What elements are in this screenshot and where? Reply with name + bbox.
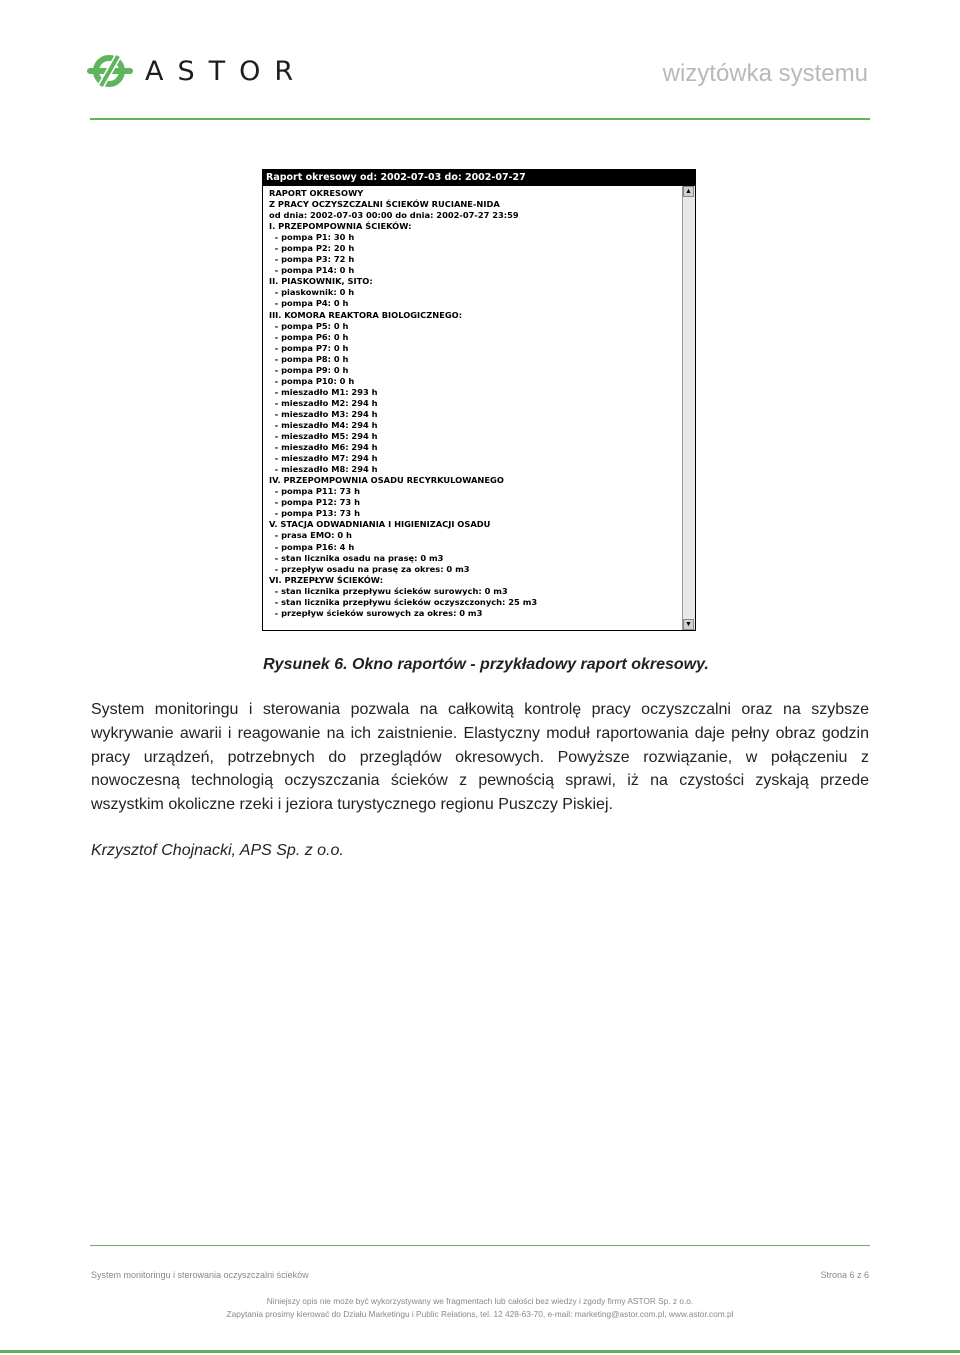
report-line: V. STACJA ODWADNIANIA I HIGIENIZACJI OSADU (269, 519, 491, 530)
footer-divider (90, 1245, 870, 1246)
figure-caption: Rysunek 6. Okno raportów - przykładowy raport okresowy. (263, 656, 709, 673)
report-line: - pompa P1: 30 h (269, 232, 355, 243)
report-line: - mieszadło M8: 294 h (269, 464, 378, 475)
report-line: IV. PRZEPOMPOWNIA OSADU RECYRKULOWANEGO (269, 475, 504, 486)
report-line: - pompa P12: 73 h (269, 497, 360, 508)
footer-doc-title: System monitoringu i sterowania oczyszczalni ścieków (91, 1270, 309, 1280)
report-lines (263, 186, 683, 619)
report-line: - przepływ osadu na prasę za okres: 0 m3 (269, 563, 470, 574)
body-paragraph: System monitoringu i sterowania pozwala na całkowitą kontrolę pracy oczyszczalni oraz na szybsze wykrywanie awarii i reagowanie na ich zaistnienie. Elastyczny moduł raportowania daje pełny obraz godzin pracy urządzeń, potrzebnych do przeglądów okresowych. Powyższe rozwiązanie, w połączeniu z nowoczesną technologią oczyszczania ścieków z pewnością sprawi, iż na czystości zyskają przede wszystkim okoliczne rzeki i jeziora turystycznego regionu Puszczy Piskiej. (91, 701, 869, 814)
report-line: - pompa P14: 0 h (269, 265, 355, 276)
report-line: - pompa P16: 4 h (269, 541, 355, 552)
report-line: od dnia: 2002-07-03 00:00 do dnia: 2002-07-27 23:59 (269, 210, 519, 221)
report-line: - pompa P11: 73 h (269, 486, 360, 497)
scrollbar[interactable] (682, 186, 695, 630)
report-line: - pompa P2: 20 h (269, 243, 355, 254)
report-line: RAPORT OKRESOWY (269, 188, 364, 198)
report-line: III. KOMORA REAKTORA BIOLOGICZNEGO: (269, 309, 463, 320)
report-line: - pompa P5: 0 h (269, 320, 349, 331)
report-line: - mieszadło M3: 294 h (269, 408, 378, 419)
bottom-bar (0, 1350, 960, 1353)
report-line: - mieszadło M5: 294 h (269, 431, 378, 442)
report-line: - mieszadło M7: 294 h (269, 453, 378, 464)
astor-logo (87, 52, 307, 90)
report-line: - mieszadło M1: 293 h (269, 386, 378, 397)
report-line: - pompa P10: 0 h (269, 375, 355, 386)
report-line: - stan licznika osadu na prasę: 0 m3 (269, 552, 444, 563)
report-line: VI. PRZEPŁYW ŚCIEKÓW: (269, 574, 384, 585)
report-line: - prasa EMO: 0 h (269, 530, 352, 541)
report-window (262, 169, 696, 631)
footer-page-number: Strona 6 z 6 (820, 1270, 869, 1280)
footer-disclaimer: Niniejszy opis nie może być wykorzystywany we fragmentach lub całości bez wiedzy i zgody firmy ASTOR Sp. z o.o. (266, 1296, 694, 1306)
report-line: - pompa P8: 0 h (269, 353, 349, 364)
arrow-up-icon[interactable]: ▲ (683, 186, 694, 197)
report-line: - mieszadło M4: 294 h (269, 419, 378, 430)
report-line: - mieszadło M6: 294 h (269, 442, 378, 453)
report-line: I. PRZEPOMPOWNIA ŚCIEKÓW: (269, 221, 412, 232)
report-line: - pompa P3: 72 h (269, 254, 355, 265)
report-line: - piaskownik: 0 h (269, 287, 355, 298)
report-line: Z PRACY OCZYSZCZALNI ŚCIEKÓW RUCIANE-NIDA (269, 199, 500, 210)
footer-contact: Zapytania prosimy kierować do Działu Marketingu i Public Relations, tel. 12 428-63-70, e-mail: marketing@astor.com.pl, www.astor.com.pl (226, 1309, 734, 1319)
header-title: wizytówka systemu (662, 60, 868, 87)
report-line: - mieszadło M2: 294 h (269, 397, 378, 408)
report-line: - pompa P4: 0 h (269, 298, 349, 309)
report-line: - pompa P9: 0 h (269, 364, 349, 375)
report-window-title: Raport okresowy od: 2002-07-03 do: 2002-07-27 (263, 170, 695, 186)
astor-logo-icon (87, 52, 133, 90)
report-line: - stan licznika przepływu ścieków surowych: 0 m3 (269, 585, 508, 596)
report-line: - stan licznika przepływu ścieków oczyszczonych: 25 m3 (269, 596, 538, 607)
report-line: - pompa P13: 73 h (269, 508, 360, 519)
arrow-down-icon[interactable]: ▼ (683, 619, 694, 630)
report-line: - pompa P6: 0 h (269, 331, 349, 342)
logo-text: ASTOR (145, 55, 308, 87)
report-line: II. PIASKOWNIK, SITO: (269, 276, 373, 287)
report-line: - pompa P7: 0 h (269, 342, 349, 353)
report-content (263, 186, 683, 630)
author-signature: Krzysztof Chojnacki, APS Sp. z o.o. (91, 842, 344, 859)
report-line: - przepływ ścieków surowych za okres: 0 m3 (269, 607, 483, 618)
header-divider (90, 118, 870, 120)
